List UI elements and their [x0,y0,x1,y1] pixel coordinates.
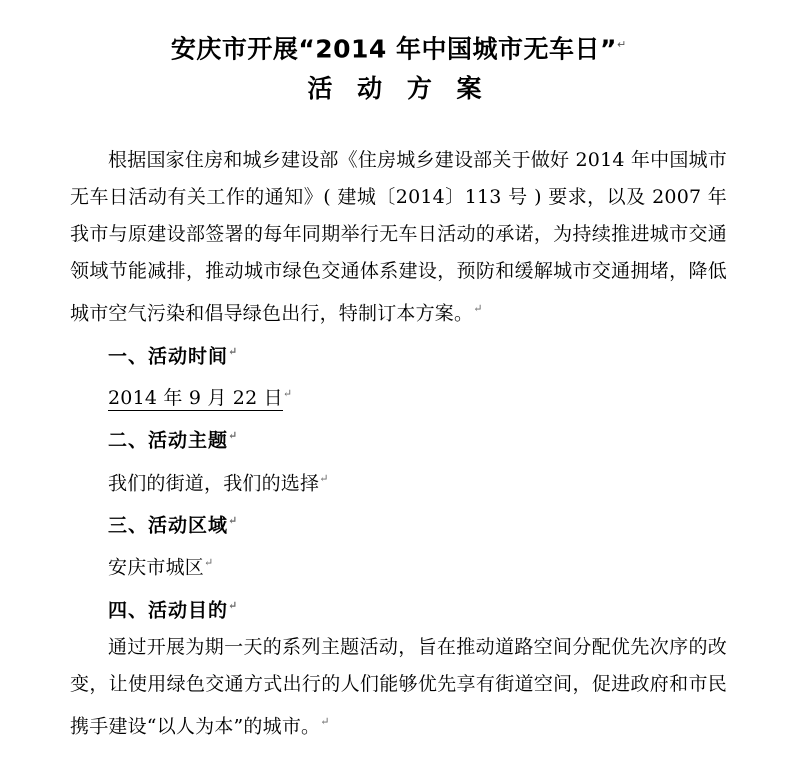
page-title [70,26,727,108]
page-title-line-1: 安庆市开展“2014 年中国城市无车日” [170,34,617,64]
section-content-text: 2014 年 9 月 22 日 [108,387,283,410]
section-heading-2 [70,417,727,459]
section-heading-text: 三、活动区域 [108,514,229,537]
paragraph-intro [70,142,727,332]
section-content-text: 安庆市城区 [108,556,205,579]
section-heading-1 [70,333,727,375]
paragraph-mark-icon: ↵ [228,598,239,612]
section-content-3 [70,544,727,586]
section-heading-3 [70,502,727,544]
paragraph-mark-icon: ↵ [204,556,214,570]
paragraph-mark-icon: ↵ [228,344,239,358]
section-heading-text: 四、活动目的 [108,598,229,621]
paragraph-mark-icon: ↵ [282,386,293,400]
paragraph-mark-icon: ↵ [228,513,239,527]
paragraph-text: 根据国家住房和城乡建设部《住房城乡建设部关于做好 2014 年中国城市无车日活动有关工作的通知》( 建城〔2014〕113 号 ) 要求，以及 2007 年我市与原建设部签署的每年同期举行无车日活动的承诺，为持续推进城市交通领域节能减排，推动城市绿色交通体系建设，预防和缓解城市交通拥堵，降低城市空气污染和倡导绿色出行，特制订本方案。 [70,149,727,325]
paragraph-mark-icon: ↵ [319,471,329,485]
paragraph-mark-icon: ↵ [616,38,627,51]
section-content-1 [70,375,727,417]
paragraph-mark-icon: ↵ [228,429,239,443]
document-body [70,142,727,745]
section-heading-text: 一、活动时间 [108,344,229,367]
section-content-text: 通过开展为期一天的系列主题活动，旨在推动道路空间分配优先次序的改变，让使用绿色交通方式出行的人们能够优先享有街道空间，促进政府和市民携手建设“以人为本”的城市。 [70,635,727,738]
section-content-text: 我们的街道，我们的选择 [108,471,320,494]
page-title-line-2: 活 动 方 案 [307,74,490,104]
paragraph-mark-icon: ↵ [320,714,330,728]
section-heading-text: 二、活动主题 [108,429,229,452]
section-heading-4 [70,587,727,629]
section-content-2 [70,460,727,502]
paragraph-mark-icon: ↵ [473,302,483,316]
section-content-4 [70,629,727,745]
